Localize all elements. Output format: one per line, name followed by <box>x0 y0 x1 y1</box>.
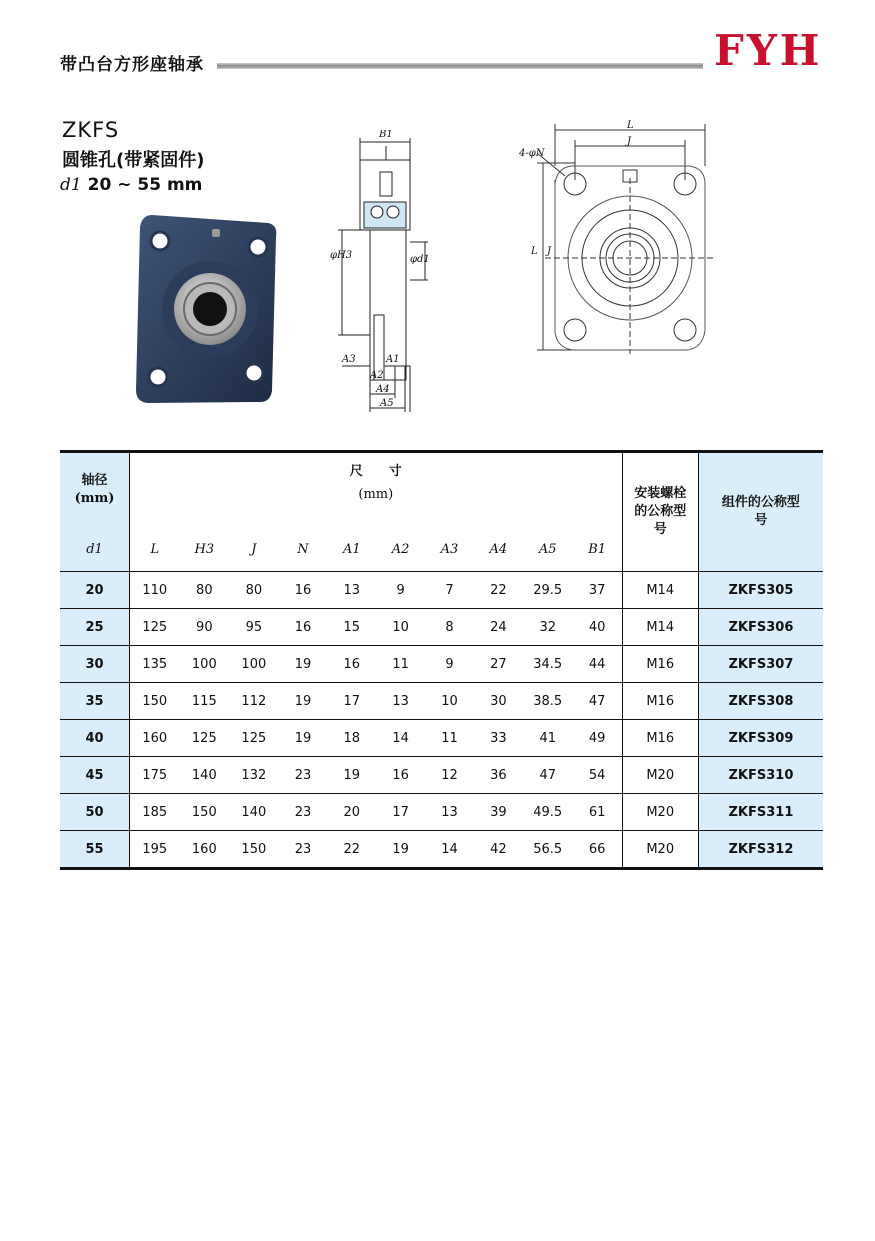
cell-a3: 10 <box>425 683 474 720</box>
cell-a1: 19 <box>327 757 376 794</box>
cell-a1: 18 <box>327 720 376 757</box>
cell-a1: 16 <box>327 646 376 683</box>
cell-d1: 20 <box>60 572 130 609</box>
cell-a1: 22 <box>327 831 376 869</box>
cell-a3: 9 <box>425 646 474 683</box>
cell-a1: 15 <box>327 609 376 646</box>
cell-a2: 19 <box>376 831 425 869</box>
label-a2: A2 <box>370 370 384 381</box>
table-row <box>60 720 823 757</box>
cell-a2: 11 <box>376 646 425 683</box>
cell-a4: 39 <box>474 794 523 831</box>
cell-a1: 17 <box>327 683 376 720</box>
shaft-unit: (mm) <box>74 491 115 506</box>
cell-b1: 37 <box>573 572 622 609</box>
cell-b1: 40 <box>573 609 622 646</box>
product-photo <box>130 205 280 410</box>
cell-a5: 49.5 <box>523 794 573 831</box>
cell-bolt: M20 <box>622 831 698 869</box>
cell-l: 125 <box>130 609 180 646</box>
shaft-header: 轴径 <box>81 473 108 488</box>
table-row <box>60 757 823 794</box>
bore-range <box>60 175 202 195</box>
cell-j: 150 <box>229 831 279 869</box>
spec-table <box>60 450 823 870</box>
label-d1: φd1 <box>410 254 430 265</box>
cell-n: 19 <box>279 720 328 757</box>
cell-h3: 140 <box>180 757 230 794</box>
cell-l: 160 <box>130 720 180 757</box>
cell-j: 112 <box>229 683 279 720</box>
cell-a2: 9 <box>376 572 425 609</box>
model-name: ZKFS <box>62 118 120 142</box>
cell-l: 150 <box>130 683 180 720</box>
cell-a5: 38.5 <box>523 683 573 720</box>
cell-bolt: M16 <box>622 720 698 757</box>
cell-a5: 34.5 <box>523 646 573 683</box>
cell-unit: ZKFS310 <box>698 757 823 794</box>
dim-column-a2: A2 <box>391 541 410 557</box>
cell-d1: 35 <box>60 683 130 720</box>
cell-a4: 36 <box>474 757 523 794</box>
cell-b1: 44 <box>573 646 622 683</box>
cell-d1: 45 <box>60 757 130 794</box>
cell-j: 140 <box>229 794 279 831</box>
cell-unit: ZKFS311 <box>698 794 823 831</box>
dims-header-cell <box>130 452 623 528</box>
side-section-drawing <box>330 130 445 420</box>
table-row <box>60 609 823 646</box>
table-row <box>60 794 823 831</box>
cell-h3: 115 <box>180 683 230 720</box>
range-symbol: d1 <box>60 175 82 195</box>
cell-a3: 8 <box>425 609 474 646</box>
cell-b1: 66 <box>573 831 622 869</box>
cell-bolt: M16 <box>622 646 698 683</box>
cell-n: 19 <box>279 646 328 683</box>
table-row <box>60 831 823 869</box>
cell-a2: 10 <box>376 609 425 646</box>
cell-a5: 29.5 <box>523 572 573 609</box>
label-j-top: J <box>627 136 632 147</box>
cell-a4: 30 <box>474 683 523 720</box>
cell-unit: ZKFS305 <box>698 572 823 609</box>
cell-l: 110 <box>130 572 180 609</box>
table-row <box>60 646 823 683</box>
label-j-left: J <box>547 246 552 257</box>
cell-n: 19 <box>279 683 328 720</box>
cell-a3: 14 <box>425 831 474 869</box>
cell-n: 23 <box>279 794 328 831</box>
cell-a3: 7 <box>425 572 474 609</box>
cell-unit: ZKFS309 <box>698 720 823 757</box>
page-title: 带凸台方形座轴承 <box>60 55 204 75</box>
cell-a4: 42 <box>474 831 523 869</box>
dim-column-l: L <box>150 541 160 557</box>
cell-j: 95 <box>229 609 279 646</box>
label-l-top: L <box>627 120 634 131</box>
cell-unit: ZKFS306 <box>698 609 823 646</box>
label-4n: 4-φN <box>519 148 545 159</box>
cell-d1: 30 <box>60 646 130 683</box>
cell-h3: 80 <box>180 572 230 609</box>
cell-bolt: M16 <box>622 683 698 720</box>
cell-a2: 13 <box>376 683 425 720</box>
cell-a1: 20 <box>327 794 376 831</box>
front-view-drawing <box>515 118 715 358</box>
cell-d1: 25 <box>60 609 130 646</box>
cell-l: 135 <box>130 646 180 683</box>
cell-a3: 12 <box>425 757 474 794</box>
cell-l: 185 <box>130 794 180 831</box>
label-b1: B1 <box>379 130 393 140</box>
dim-column-a5: A5 <box>538 541 557 557</box>
cell-j: 100 <box>229 646 279 683</box>
cell-h3: 90 <box>180 609 230 646</box>
label-a3: A3 <box>342 354 356 365</box>
table-row <box>60 572 823 609</box>
cell-n: 16 <box>279 609 328 646</box>
title-rule <box>217 63 703 69</box>
cell-a5: 47 <box>523 757 573 794</box>
dim-column-j: J <box>251 541 257 557</box>
dim-column-h3: H3 <box>194 541 215 557</box>
cell-bolt: M14 <box>622 572 698 609</box>
cell-b1: 49 <box>573 720 622 757</box>
cell-a5: 32 <box>523 609 573 646</box>
bolt-header: 安装螺栓的公称型号 <box>622 452 698 572</box>
cell-d1: 40 <box>60 720 130 757</box>
dim-column-a3: A3 <box>440 541 459 557</box>
bore-type: 圆锥孔(带紧固件) <box>62 150 205 171</box>
label-h3: φH3 <box>330 250 353 261</box>
cell-a2: 17 <box>376 794 425 831</box>
label-a4: A4 <box>376 384 390 395</box>
dims-unit: (mm) <box>358 487 394 502</box>
cell-j: 125 <box>229 720 279 757</box>
dim-column-a4: A4 <box>489 541 508 557</box>
cell-a5: 41 <box>523 720 573 757</box>
label-l-left: L <box>531 246 538 257</box>
shaft-symbol: d1 <box>60 527 130 572</box>
cell-h3: 125 <box>180 720 230 757</box>
cell-l: 195 <box>130 831 180 869</box>
cell-a4: 33 <box>474 720 523 757</box>
cell-b1: 61 <box>573 794 622 831</box>
cell-a2: 16 <box>376 757 425 794</box>
cell-h3: 150 <box>180 794 230 831</box>
shaft-header-cell <box>60 452 130 528</box>
cell-j: 80 <box>229 572 279 609</box>
cell-h3: 160 <box>180 831 230 869</box>
cell-d1: 55 <box>60 831 130 869</box>
range-value: 20 ~ 55 mm <box>87 175 203 195</box>
cell-a2: 14 <box>376 720 425 757</box>
cell-a3: 13 <box>425 794 474 831</box>
cell-bolt: M14 <box>622 609 698 646</box>
cell-bolt: M20 <box>622 794 698 831</box>
brand-logo: FYH <box>714 26 823 75</box>
dim-column-a1: A1 <box>342 541 361 557</box>
cell-a4: 22 <box>474 572 523 609</box>
cell-b1: 54 <box>573 757 622 794</box>
table-row <box>60 683 823 720</box>
cell-a4: 24 <box>474 609 523 646</box>
cell-n: 23 <box>279 831 328 869</box>
label-a1: A1 <box>386 354 400 365</box>
cell-unit: ZKFS312 <box>698 831 823 869</box>
cell-h3: 100 <box>180 646 230 683</box>
cell-a4: 27 <box>474 646 523 683</box>
cell-bolt: M20 <box>622 757 698 794</box>
cell-a3: 11 <box>425 720 474 757</box>
cell-j: 132 <box>229 757 279 794</box>
cell-b1: 47 <box>573 683 622 720</box>
cell-unit: ZKFS308 <box>698 683 823 720</box>
cell-a1: 13 <box>327 572 376 609</box>
cell-unit: ZKFS307 <box>698 646 823 683</box>
cell-n: 23 <box>279 757 328 794</box>
dim-column-n: N <box>297 541 309 557</box>
unit-header: 组件的公称型号 <box>698 452 823 572</box>
dims-header: 尺 寸 <box>349 464 402 479</box>
cell-a5: 56.5 <box>523 831 573 869</box>
cell-n: 16 <box>279 572 328 609</box>
dim-column-b1: B1 <box>588 541 607 557</box>
cell-d1: 50 <box>60 794 130 831</box>
cell-l: 175 <box>130 757 180 794</box>
label-a5: A5 <box>380 398 394 409</box>
